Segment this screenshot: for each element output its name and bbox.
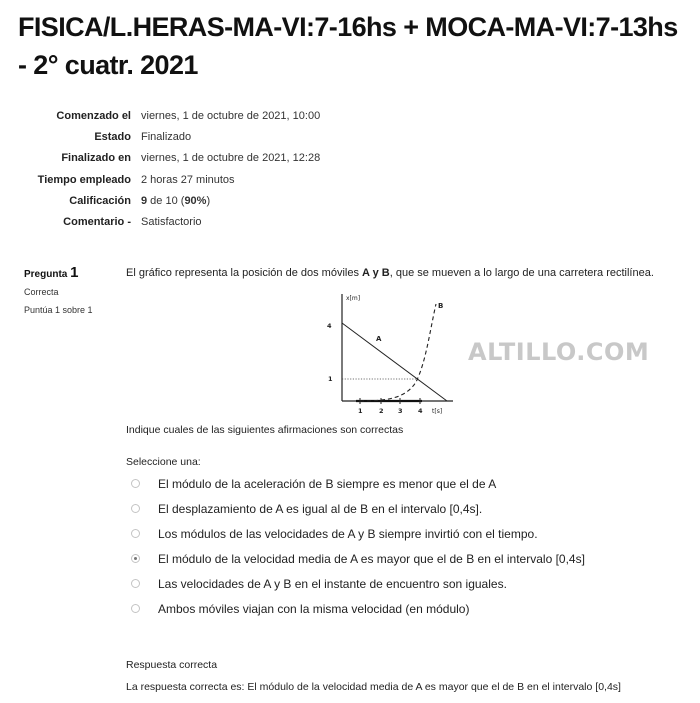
quiz-title: FISICA/L.HERAS-MA-VI:7-16hs + MOCA-MA-VI:7-13hs - 2° cuatr. 2021 bbox=[18, 12, 678, 80]
answer-list bbox=[128, 471, 585, 621]
attempt-summary bbox=[0, 105, 420, 233]
started-label: Comenzado el bbox=[56, 109, 131, 122]
summary-row-finished bbox=[0, 148, 420, 169]
time-value: 2 horas 27 minutos bbox=[141, 173, 235, 186]
summary-row-started bbox=[0, 105, 420, 126]
question-text-bold: A y B bbox=[362, 267, 390, 279]
x-tick-1: 1 bbox=[358, 407, 363, 415]
grade-percent: 90% bbox=[184, 194, 207, 207]
answer-text: Ambos móviles viajan con la misma velocidad (en módulo) bbox=[158, 601, 470, 616]
question-text-after: , que se mueven a lo largo de una carretera rectilínea. bbox=[389, 267, 654, 279]
radio-button[interactable] bbox=[131, 579, 140, 588]
grade-value bbox=[141, 195, 210, 207]
answer-text: El módulo de la aceleración de B siempre es menor que el de A bbox=[158, 476, 497, 491]
feedback-status: Respuesta correcta bbox=[126, 659, 218, 671]
answer-option-3[interactable] bbox=[128, 521, 585, 546]
x-axis-label: t[s] bbox=[432, 408, 443, 415]
answer-option-1[interactable] bbox=[128, 471, 585, 496]
y-axis-label: x[m] bbox=[346, 295, 361, 302]
grade-label: Calificación bbox=[69, 194, 131, 207]
curve-b bbox=[360, 304, 436, 401]
answer-text: Las velocidades de A y B en el instante de encuentro son iguales. bbox=[158, 576, 507, 591]
question-prompt: Indique cuales de las siguientes afirmaciones son correctas bbox=[126, 424, 404, 436]
answer-option-4[interactable] bbox=[128, 546, 585, 571]
label-b: B bbox=[438, 302, 444, 310]
answer-option-6[interactable] bbox=[128, 596, 585, 621]
label-a: A bbox=[376, 335, 382, 343]
comment-label: Comentario - bbox=[63, 216, 131, 229]
started-value: viernes, 1 de octubre de 2021, 10:00 bbox=[141, 109, 321, 122]
answer-option-5[interactable] bbox=[128, 571, 585, 596]
radio-button[interactable] bbox=[131, 479, 140, 488]
answer-text: El módulo de la velocidad media de A es mayor que el de B en el intervalo [0,4s] bbox=[158, 551, 585, 566]
question-label: Pregunta bbox=[24, 269, 68, 280]
question-state: Correcta bbox=[24, 287, 59, 297]
y-tick-1: 1 bbox=[328, 375, 333, 383]
question-info bbox=[24, 264, 124, 315]
question-text bbox=[126, 267, 654, 279]
radio-button[interactable] bbox=[131, 529, 140, 538]
finished-value: viernes, 1 de octubre de 2021, 12:28 bbox=[141, 152, 321, 165]
answer-option-2[interactable] bbox=[128, 496, 585, 521]
question-number-value: 1 bbox=[70, 264, 79, 281]
x-tick-3: 3 bbox=[398, 407, 403, 415]
comment-value: Satisfactorio bbox=[141, 216, 202, 229]
feedback-correct-answer: La respuesta correcta es: El módulo de la velocidad media de A es mayor que el de B en el intervalo [0,4s] bbox=[126, 681, 621, 693]
summary-row-comment bbox=[0, 211, 420, 232]
radio-button[interactable] bbox=[131, 604, 140, 613]
question-number bbox=[24, 264, 124, 281]
summary-row-state bbox=[0, 126, 420, 147]
y-tick-4: 4 bbox=[327, 322, 332, 330]
line-a bbox=[342, 323, 447, 401]
radio-button-selected[interactable] bbox=[131, 554, 140, 563]
watermark: ALTILLO.COM bbox=[468, 338, 650, 366]
select-one-label: Seleccione una: bbox=[126, 456, 201, 468]
answer-text: Los módulos de las velocidades de A y B siempre invirtió con el tiempo. bbox=[158, 526, 538, 541]
summary-row-grade bbox=[0, 190, 420, 211]
question-grade: Puntúa 1 sobre 1 bbox=[24, 305, 93, 315]
state-value: Finalizado bbox=[141, 130, 192, 143]
grade-end: ) bbox=[206, 194, 211, 207]
x-tick-2: 2 bbox=[379, 407, 384, 415]
question-text-before: El gráfico representa la posición de dos móviles bbox=[126, 267, 363, 279]
x-tick-4: 4 bbox=[418, 407, 423, 415]
time-label: Tiempo empleado bbox=[37, 173, 131, 186]
grade-score: 9 bbox=[141, 194, 148, 207]
answer-text: El desplazamiento de A es igual al de B en el intervalo [0,4s]. bbox=[158, 501, 483, 516]
finished-label: Finalizado en bbox=[61, 152, 131, 165]
position-time-graph bbox=[318, 290, 458, 420]
radio-button[interactable] bbox=[131, 504, 140, 513]
state-label: Estado bbox=[94, 130, 131, 143]
summary-row-time bbox=[0, 169, 420, 190]
grade-mid: de 10 ( bbox=[147, 194, 185, 207]
